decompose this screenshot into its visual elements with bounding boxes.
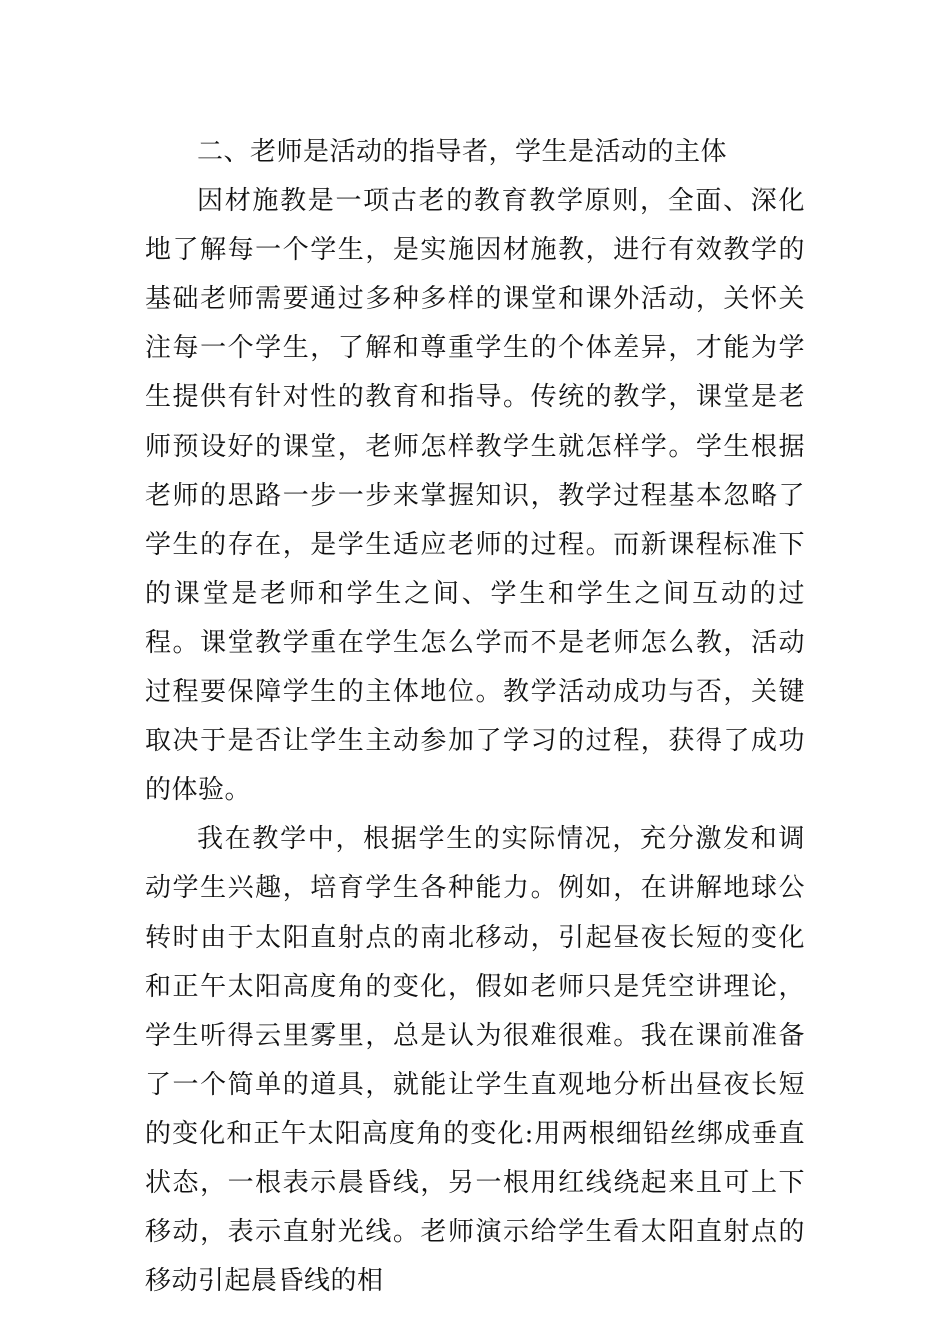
document-body bbox=[145, 128, 805, 1306]
paragraph-2: 我在教学中，根据学生的实际情况，充分激发和调动学生兴趣，培育学生各种能力。例如，在讲解地球公转时由于太阳直射点的南北移动，引起昼夜长短的变化和正午太阳高度角的变化，假如老师只是凭空讲理论，学生听得云里雾里，总是认为很难很难。我在课前准备了一个简单的道具，就能让学生直观地分析出昼夜长短的变化和正午太阳高度角的变化:用两根细铅丝绑成垂直状态，一根表示晨昏线，另一根用红线绕起来且可上下移动，表示直射光线。老师演示给学生看太阳直射点的移动引起晨昏线的相 bbox=[145, 824, 805, 1297]
section-heading: 二、老师是活动的指导者，学生是活动的主体 bbox=[197, 137, 728, 167]
paragraph-1: 因材施教是一项古老的教育教学原则，全面、深化地了解每一个学生，是实施因材施教，进行有效教学的基础老师需要通过多种多样的课堂和课外活动，关怀关注每一个学生，了解和尊重学生的个体差异，才能为学生提供有针对性的教育和指导。传统的教学，课堂是老师预设好的课堂，老师怎样教学生就怎样学。学生根据老师的思路一步一步来掌握知识，教学过程基本忽略了学生的存在，是学生适应老师的过程。而新课程标准下的课堂是老师和学生之间、学生和学生之间互动的过程。课堂教学重在学生怎么学而不是老师怎么教，活动过程要保障学生的主体地位。教学活动成功与否，关键取决于是否让学生主动参加了学习的过程，获得了成功的体验。 bbox=[145, 186, 805, 806]
